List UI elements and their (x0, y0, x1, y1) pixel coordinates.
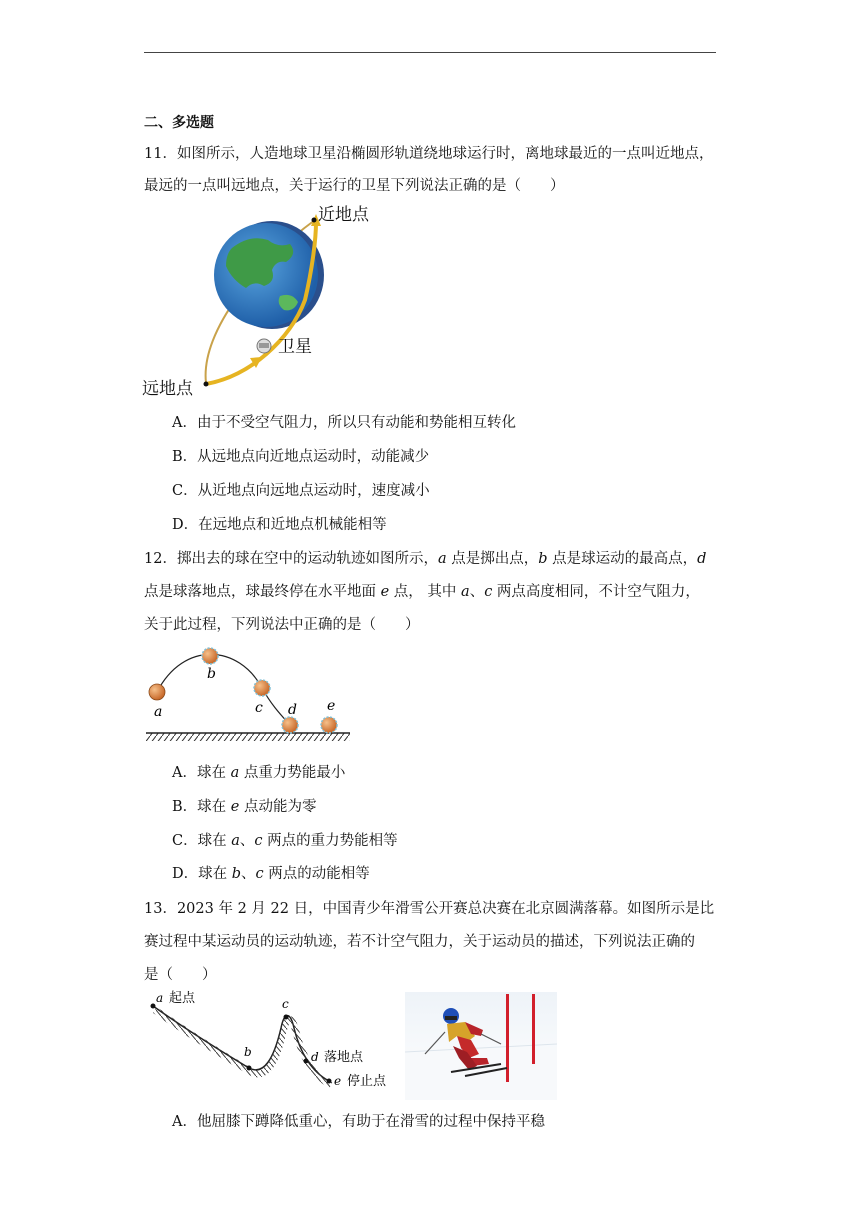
q11-option-a: A．由于不受空气阻力，所以只有动能和势能相互转化 (172, 415, 516, 431)
q11-option-b: B．从远地点向近地点运动时，动能减少 (172, 449, 430, 465)
label-c: c (255, 700, 263, 716)
q11-stem-line1: 11．如图所示，人造地球卫星沿椭圆形轨道绕地球运行时，离地球最近的一点叫近地点， (144, 146, 714, 162)
perigee-label: 近地点 (318, 205, 369, 225)
label-d: d (311, 1050, 319, 1064)
label-c: c (282, 997, 289, 1011)
apogee-label: 远地点 (142, 379, 193, 399)
satellite-orbit-figure (140, 200, 380, 400)
label-a: a (156, 991, 164, 1005)
header-rule (144, 52, 716, 53)
ball-c (254, 680, 270, 696)
satellite-label: 卫星 (278, 337, 312, 357)
q12-option-c: C．球在 a、c 两点的重力势能相等 (172, 833, 398, 849)
q12-stem-line1: 12．掷出去的球在空中的运动轨迹如图所示，a 点是掷出点，b 点是球运动的最高点，d (144, 551, 707, 567)
label-landing: 落地点 (324, 1050, 364, 1065)
label-d: d (288, 702, 297, 718)
apogee-dot (204, 382, 209, 387)
point-b (247, 1066, 252, 1071)
q12-stem-line2: 点是球落地点，球最终停在水平地面 e 点， 其中 a、c 两点高度相同，不计空气阻力， (144, 584, 700, 600)
point-e (327, 1079, 332, 1084)
point-a (151, 1004, 156, 1009)
q11-option-d: D．在远地点和近地点机械能相等 (172, 517, 387, 533)
satellite-icon (257, 339, 271, 353)
q11-option-c: C．从近地点向远地点运动时，速度减小 (172, 483, 430, 499)
q13-stem-line1: 13．2023 年 2 月 22 日，中国青少年滑雪公开赛总决赛在北京圆满落幕。如图所示是比 (144, 901, 715, 917)
q11-stem-line2: 最远的一点叫远地点，关于运行的卫星下列说法正确的是（ ） (144, 178, 565, 194)
section-title: 二、多选题 (144, 115, 214, 131)
q12-option-b: B．球在 e 点动能为零 (172, 799, 317, 815)
q12-option-a: A．球在 a 点重力势能最小 (172, 765, 346, 781)
label-e: e (334, 1074, 342, 1088)
ground-hatch (146, 733, 350, 741)
point-d (304, 1059, 309, 1064)
ball-d (282, 717, 298, 733)
label-a: a (154, 704, 163, 720)
label-stop: 停止点 (347, 1074, 387, 1089)
q12-option-d: D．球在 b、c 两点的动能相等 (172, 866, 370, 882)
label-start: 起点 (169, 991, 196, 1006)
ball-a (149, 684, 165, 700)
ski-track-figure (144, 988, 399, 1093)
ball-b (202, 648, 218, 664)
perigee-dot (312, 218, 317, 223)
label-b: b (207, 666, 216, 682)
gate-pole-right (532, 994, 535, 1064)
ball-e (321, 717, 337, 733)
ball-trajectory-figure (144, 640, 354, 745)
label-e: e (327, 698, 336, 714)
q13-stem-line3: 是（ ） (144, 967, 217, 983)
q13-stem-line2: 赛过程中某运动员的运动轨迹，若不计空气阻力，关于运动员的描述，下列说法正确的 (144, 934, 695, 950)
q13-option-a: A．他屈膝下蹲降低重心，有助于在滑雪的过程中保持平稳 (172, 1114, 545, 1130)
point-c (284, 1015, 289, 1020)
skier-photo (405, 992, 557, 1100)
label-b: b (244, 1045, 252, 1059)
q12-stem-line3: 关于此过程，下列说法中正确的是（ ） (144, 617, 420, 633)
track-hatch (155, 1010, 331, 1085)
